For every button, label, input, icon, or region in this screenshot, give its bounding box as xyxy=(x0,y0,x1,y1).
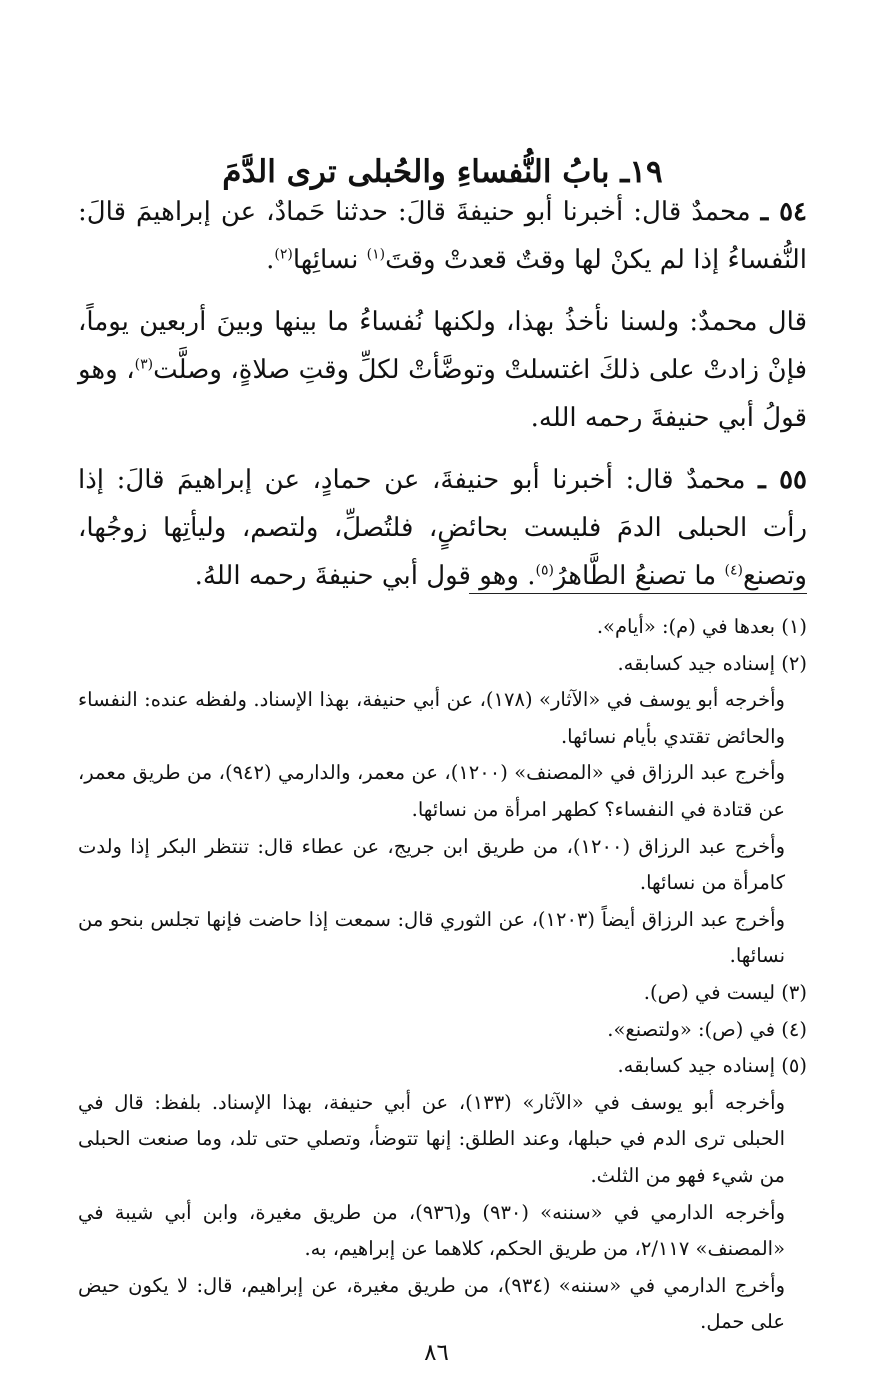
footnote-divider xyxy=(469,593,807,594)
footnote-5-detail: وأخرج الدارمي في «سننه» (٩٣٤)، من طريق مغيرة، عن إبراهيم، قال: لا يكون حيض على حمل. xyxy=(78,1273,785,1334)
paragraph-text: ما تصنعُ الطَّاهرُ xyxy=(553,561,725,591)
footnote-ref[interactable]: (٣) xyxy=(134,356,154,373)
paragraph-text: . وهو قول أبي حنيفةَ رحمه اللهُ. xyxy=(194,561,536,591)
footnote-2-detail: وأخرج عبد الرزاق (١٢٠٠)، من طريق ابن جريج، عن عطاء قال: تنتظر البكر إذا ولدت كامرأة من نسائها. xyxy=(78,834,785,895)
footnote-ref[interactable]: (٤) xyxy=(724,562,743,579)
main-text xyxy=(78,188,807,614)
paragraph-text: . xyxy=(266,245,275,275)
footnote-1: (١) بعدها في (م): «أيام». xyxy=(596,615,807,638)
paragraph-text: محمدٌ قال: أخبرنا أبو حنيفةَ قالَ: حدثنا حَمادٌ، عن إبراهيمَ قالَ: النُّفساءُ إذا لم يكنْ لها وقتٌ قعدتْ وقتَ xyxy=(78,197,807,275)
footnote-4: (٤) في (ص): «ولتصنع». xyxy=(607,1017,807,1041)
chapter-title: ١٩ـ بابُ النُّفساءِ والحُبلى ترى الدَّمَ xyxy=(222,153,663,190)
footnote-ref[interactable]: (١) xyxy=(366,246,386,263)
footnote-2-detail: وأخرجه أبو يوسف في «الآثار» (١٧٨)، عن أبي حنيفة، بهذا الإسناد. ولفظه عنده: النفساء والحائض تقتدي بأيام نسائها. xyxy=(78,688,785,748)
footnote-2: (٢) إسناده جيد كسابقه. xyxy=(617,651,807,675)
footnote-5-detail: وأخرجه أبو يوسف في «الآثار» (١٣٣)، عن أبي حنيفة، بهذا الإسناد. بلفظ: قال في الحبلى ترى الدم في حبلها، وعند الطلق: إنها تتوضأ، وتصلي حتى تلد، وما صنعت الحبلى من شيء فهو من الثلث. xyxy=(78,1090,785,1187)
commentary-paragraph xyxy=(78,298,807,442)
paragraph-text: قال محمدٌ: ولسنا نأخذُ بهذا، ولكنها نُفساءُ ما بينها وبينَ أربعين يوماً، فإنْ زادتْ على ذلكَ اغتسلتْ وتوضَّأتْ لكلِّ وقتِ صلاةٍ، وصلَّت xyxy=(78,307,808,385)
paragraph-text: نسائِها xyxy=(292,245,367,275)
page-number: ٨٦ xyxy=(424,1340,449,1366)
footnotes xyxy=(78,609,807,1341)
footnote-ref[interactable]: (٥) xyxy=(535,562,554,579)
footnote-2-detail: وأخرج عبد الرزاق أيضاً (١٢٠٣)، عن الثوري قال: سمعت إذا حاضت فإنها تجلس بنحو من نسائها. xyxy=(78,907,786,968)
footnote-5-detail: وأخرجه الدارمي في «سننه» (٩٣٠) و(٩٣٦)، من طريق مغيرة، وابن أبي شيبة في «المصنف» ٢/١١٧، من طريق الحكم، كلاهما عن إبراهيم، به. xyxy=(78,1200,785,1261)
paragraph-text: ، وهو قولُ أبي حنيفةَ رحمه الله. xyxy=(78,355,807,433)
footnote-ref[interactable]: (٢) xyxy=(274,246,293,263)
hadith-paragraph-54 xyxy=(78,188,807,284)
footnote-3: (٣) ليست في (ص). xyxy=(643,980,807,1004)
footnote-5: (٥) إسناده جيد كسابقه. xyxy=(617,1054,807,1078)
hadith-number: ٥٤ ـ xyxy=(760,197,808,227)
hadith-paragraph-55 xyxy=(78,456,807,600)
footnote-2-detail: وأخرج عبد الرزاق في «المصنف» (١٢٠٠)، عن معمر، والدارمي (٩٤٢)، من طريق معمر، عن قتادة في النفساء؟ كطهر امرأة من نسائها. xyxy=(78,761,785,821)
hadith-number: ٥٥ ـ xyxy=(758,465,807,495)
paragraph-text: محمدٌ قال: أخبرنا أبو حنيفةَ، عن حمادٍ، عن إبراهيمَ قالَ: إذا رأت الحبلى الدمَ فليست بحائضٍ، فلتُصلِّ، ولتصم، وليأتِها زوجُها، وتصنع xyxy=(78,465,807,591)
